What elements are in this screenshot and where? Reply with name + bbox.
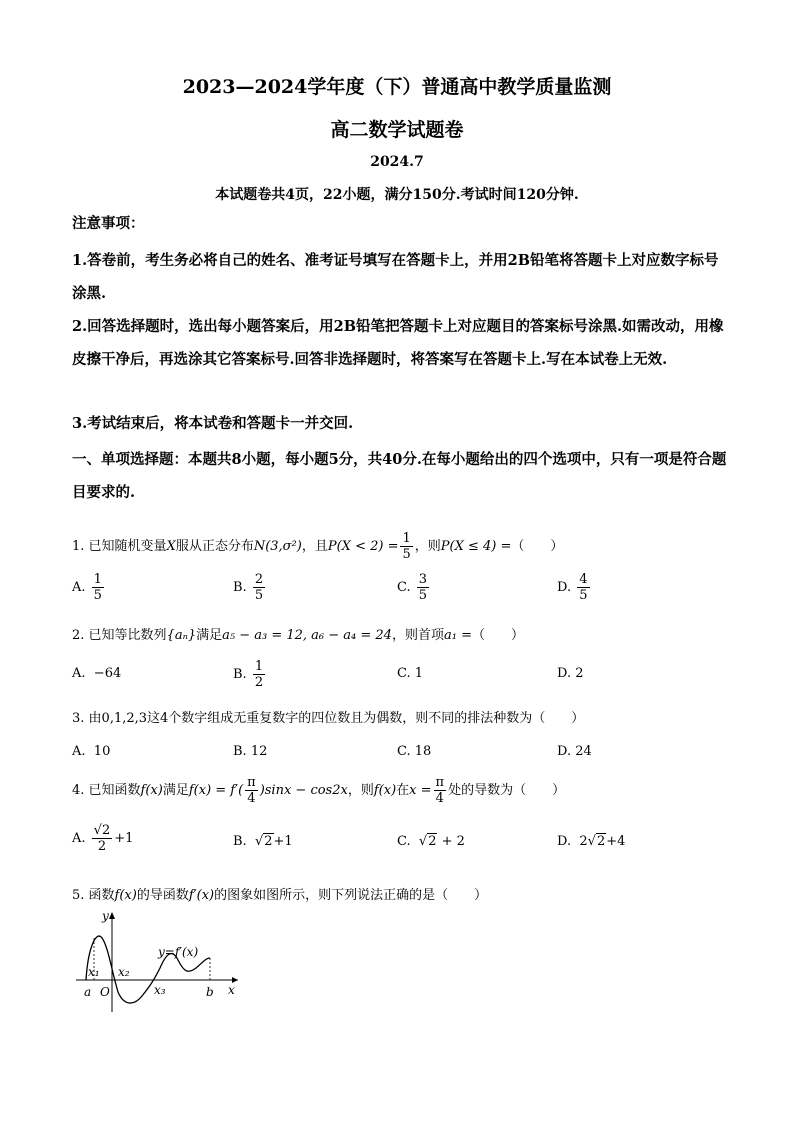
q3-option-c[interactable]: C. 18 xyxy=(397,744,432,759)
q2-option-d[interactable]: D. 2 xyxy=(557,666,584,681)
curve-label: y=f′(x) xyxy=(158,945,199,959)
question-1: 1. 已知随机变量X服从正态分布N(3,σ²)，且P(X < 2) = $\frac{1}{5}$ ，则P(X ≤ 4) =（ ） xyxy=(72,531,564,562)
question-4: 4. 已知函数f(x)满足f(x) = f′( $\frac{\pi}{4}$ )sinx − cos2x，则f(x)在x = $\frac{\pi}{4}$ 处的导数为（ ） xyxy=(72,775,566,806)
q2-option-a[interactable]: A. −64 xyxy=(72,666,122,681)
question-3: 3. 由0,1,2,3这4个数字组成无重复数字的四位数且为偶数，则不同的排法种数为（ ） xyxy=(72,711,585,726)
q1-option-d[interactable]: D. $\frac{4}{5}$ xyxy=(557,572,588,603)
a-label: a xyxy=(84,985,92,999)
q1-option-c[interactable]: C. $\frac{3}{5}$ xyxy=(397,572,428,603)
q2-option-c[interactable]: C. 1 xyxy=(397,666,424,681)
exam-date: 2024.7 xyxy=(370,154,424,170)
q2-option-b[interactable]: B. $\frac{1}{2}$ xyxy=(233,659,264,690)
x1-label: x₁ xyxy=(88,965,100,979)
x-axis-label: x xyxy=(228,983,235,997)
q3-option-d[interactable]: D. 24 xyxy=(557,744,592,759)
x3-label: x₃ xyxy=(154,983,166,997)
notes-heading: 注意事项： xyxy=(72,215,145,232)
b-label: b xyxy=(206,985,214,999)
exam-title: 2023—2024学年度（下）普通高中教学质量监测 xyxy=(182,76,612,98)
q4-option-b[interactable]: B. √2+1 xyxy=(233,834,293,849)
q1-option-b[interactable]: B. $\frac{2}{5}$ xyxy=(233,572,264,603)
exam-subtitle: 高二数学试题卷 xyxy=(330,119,464,141)
note-item-3: 3.考试结束后，将本试卷和答题卡一并交回. xyxy=(72,415,354,432)
question-2: 2. 已知等比数列{aₙ}满足a₅ − a₃ = 12, a₆ − a₄ = 24，则首项a₁ =（ ） xyxy=(72,628,524,643)
y-axis-arrow xyxy=(109,912,115,919)
origin-label: O xyxy=(100,985,110,999)
exam-intro: 本试题卷共4页，22小题，满分150分.考试时间120分钟. xyxy=(215,187,579,203)
question-5: 5. 函数f(x)的导函数f′(x)的图象如图所示，则下列说法正确的是（ ） xyxy=(72,888,488,903)
x2-label: x₂ xyxy=(118,965,130,979)
derivative-graph xyxy=(72,908,252,1018)
y-axis-label: y xyxy=(102,909,109,923)
note-item-1: 1.答卷前，考生务必将自己的姓名、准考证号填写在答题卡上，并用2B铅笔将答题卡上对应数字标号涂黑. xyxy=(72,252,719,302)
section-heading: 一、单项选择题：本题共8小题，每小题5分，共40分.在每小题给出的四个选项中，只有一项是符合题目要求的. xyxy=(72,451,727,501)
q3-option-a[interactable]: A. 10 xyxy=(72,744,111,759)
note-item-2: 2.回答选择题时，选出每小题答案后，用2B铅笔把答题卡上对应题目的答案标号涂黑.如需改动，用橡皮擦干净后，再选涂其它答案标号.回答非选择题时，将答案写在答题卡上.写在本试卷上无效. xyxy=(72,318,724,368)
q3-option-b[interactable]: B. 12 xyxy=(233,744,268,759)
q4-option-d[interactable]: D. 2√2+4 xyxy=(557,834,626,849)
q1-option-a[interactable]: A. $\frac{1}{5}$ xyxy=(72,572,102,603)
q4-option-a[interactable]: A. $\frac{√2}{2}$ +1 xyxy=(72,823,134,854)
q4-option-c[interactable]: C. √2 + 2 xyxy=(397,834,465,849)
